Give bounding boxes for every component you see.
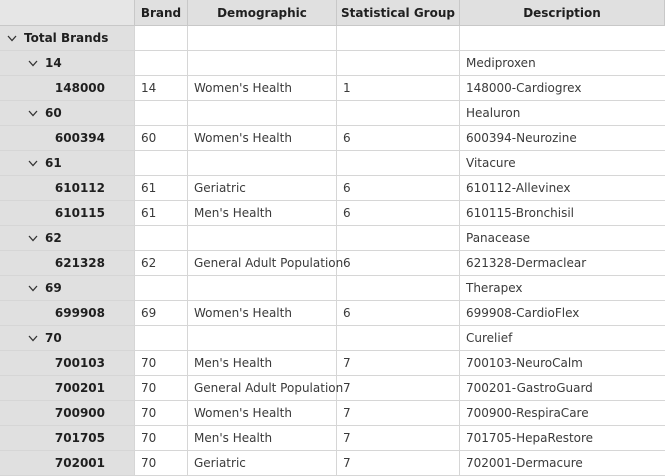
cell-statistical-group: 6: [337, 251, 460, 276]
cell-demographic: Women's Health: [188, 76, 337, 101]
column-header-brand[interactable]: Brand: [135, 0, 188, 26]
cell-demographic: [188, 151, 337, 176]
cell-statistical-group: 7: [337, 376, 460, 401]
cell-description: Therapex: [460, 276, 665, 301]
row-header-label: 70: [45, 331, 62, 345]
cell-statistical-group: 6: [337, 201, 460, 226]
chevron-down-icon[interactable]: [27, 332, 39, 344]
cell-description: 148000-Cardiogrex: [460, 76, 665, 101]
cell-brand: [135, 326, 188, 351]
cell-description: Panacease: [460, 226, 665, 251]
table-row: [0, 76, 665, 101]
cell-description: 700900-RespiraCare: [460, 401, 665, 426]
cell-statistical-group: [337, 51, 460, 76]
cell-brand: 70: [135, 376, 188, 401]
cell-description: 621328-Dermaclear: [460, 251, 665, 276]
cell-statistical-group: [337, 26, 460, 51]
chevron-down-icon[interactable]: [6, 32, 18, 44]
group-row: [0, 101, 665, 126]
cell-demographic: [188, 226, 337, 251]
row-header-label: 610112: [0, 176, 135, 201]
table-row: [0, 426, 665, 451]
cell-description: 701705-HepaRestore: [460, 426, 665, 451]
group-row: [0, 26, 665, 51]
row-header-label: 69: [45, 281, 62, 295]
cell-brand: [135, 276, 188, 301]
row-header-label: 61: [45, 156, 62, 170]
cell-brand: 61: [135, 176, 188, 201]
cell-description: Curelief: [460, 326, 665, 351]
cell-brand: 60: [135, 126, 188, 151]
row-header-group: [0, 226, 135, 251]
column-header-description[interactable]: Description: [460, 0, 665, 26]
row-header-group: [0, 26, 135, 51]
table-row: [0, 201, 665, 226]
table-row: [0, 176, 665, 201]
row-header-label: 701705: [0, 426, 135, 451]
cell-statistical-group: [337, 226, 460, 251]
row-header-group: [0, 51, 135, 76]
table-row: [0, 251, 665, 276]
cell-brand: [135, 101, 188, 126]
cell-description: 610112-Allevinex: [460, 176, 665, 201]
cell-demographic: Men's Health: [188, 426, 337, 451]
row-header-label: Total Brands: [24, 31, 109, 45]
cell-description: 700103-NeuroCalm: [460, 351, 665, 376]
table-body: [0, 26, 665, 476]
cell-demographic: [188, 26, 337, 51]
row-header-label: 148000: [0, 76, 135, 101]
row-header-group: [0, 276, 135, 301]
cell-description: Mediproxen: [460, 51, 665, 76]
cell-description: Healuron: [460, 101, 665, 126]
row-header-group: [0, 151, 135, 176]
cell-statistical-group: 1: [337, 76, 460, 101]
row-header-label: 62: [45, 231, 62, 245]
cell-brand: 70: [135, 426, 188, 451]
group-row: [0, 326, 665, 351]
cell-demographic: [188, 326, 337, 351]
column-header-statistical-group[interactable]: Statistical Group: [337, 0, 460, 26]
cell-brand: 70: [135, 401, 188, 426]
group-row: [0, 51, 665, 76]
cell-description: 610115-Bronchisil: [460, 201, 665, 226]
cell-demographic: Women's Health: [188, 301, 337, 326]
row-header-label: 14: [45, 56, 62, 70]
table-row: [0, 301, 665, 326]
column-header-demographic[interactable]: Demographic: [188, 0, 337, 26]
row-header-group: [0, 326, 135, 351]
cell-demographic: Geriatric: [188, 451, 337, 476]
cell-demographic: Men's Health: [188, 351, 337, 376]
cell-brand: [135, 226, 188, 251]
row-header-label: 702001: [0, 451, 135, 476]
cell-statistical-group: 6: [337, 301, 460, 326]
chevron-down-icon[interactable]: [27, 107, 39, 119]
cell-description: 700201-GastroGuard: [460, 376, 665, 401]
group-row: [0, 276, 665, 301]
table-row: [0, 351, 665, 376]
cell-statistical-group: 7: [337, 426, 460, 451]
chevron-down-icon[interactable]: [27, 282, 39, 294]
cell-statistical-group: 6: [337, 176, 460, 201]
chevron-down-icon[interactable]: [27, 157, 39, 169]
cell-brand: 62: [135, 251, 188, 276]
cell-demographic: [188, 51, 337, 76]
cell-brand: [135, 151, 188, 176]
chevron-down-icon[interactable]: [27, 57, 39, 69]
cell-demographic: [188, 276, 337, 301]
cell-brand: 70: [135, 451, 188, 476]
cell-statistical-group: [337, 101, 460, 126]
row-header-label: 700900: [0, 401, 135, 426]
cell-brand: [135, 26, 188, 51]
cell-brand: 69: [135, 301, 188, 326]
cell-demographic: Geriatric: [188, 176, 337, 201]
cell-statistical-group: [337, 326, 460, 351]
table-row: [0, 376, 665, 401]
column-header-row: [0, 0, 665, 26]
row-header-label: 699908: [0, 301, 135, 326]
cell-demographic: General Adult Population: [188, 376, 337, 401]
cell-description: [460, 26, 665, 51]
row-header-label: 610115: [0, 201, 135, 226]
row-header-label: 700201: [0, 376, 135, 401]
cell-statistical-group: [337, 151, 460, 176]
table-row: [0, 126, 665, 151]
cell-description: 699908-CardioFlex: [460, 301, 665, 326]
cell-description: Vitacure: [460, 151, 665, 176]
cell-statistical-group: [337, 276, 460, 301]
cell-brand: [135, 51, 188, 76]
row-header-label: 600394: [0, 126, 135, 151]
cell-statistical-group: 6: [337, 126, 460, 151]
group-row: [0, 151, 665, 176]
cell-statistical-group: 7: [337, 451, 460, 476]
cell-statistical-group: 7: [337, 401, 460, 426]
cell-brand: 14: [135, 76, 188, 101]
corner-header: [0, 0, 135, 26]
cell-description: 600394-Neurozine: [460, 126, 665, 151]
cell-demographic: Women's Health: [188, 126, 337, 151]
cell-demographic: Women's Health: [188, 401, 337, 426]
cell-brand: 61: [135, 201, 188, 226]
cell-demographic: Men's Health: [188, 201, 337, 226]
cell-statistical-group: 7: [337, 351, 460, 376]
cell-description: 702001-Dermacure: [460, 451, 665, 476]
row-header-label: 60: [45, 106, 62, 120]
table-row: [0, 451, 665, 476]
chevron-down-icon[interactable]: [27, 232, 39, 244]
row-header-label: 621328: [0, 251, 135, 276]
group-row: [0, 226, 665, 251]
cell-brand: 70: [135, 351, 188, 376]
cell-demographic: [188, 101, 337, 126]
row-header-label: 700103: [0, 351, 135, 376]
table-row: [0, 401, 665, 426]
row-header-group: [0, 101, 135, 126]
cell-demographic: General Adult Population: [188, 251, 337, 276]
